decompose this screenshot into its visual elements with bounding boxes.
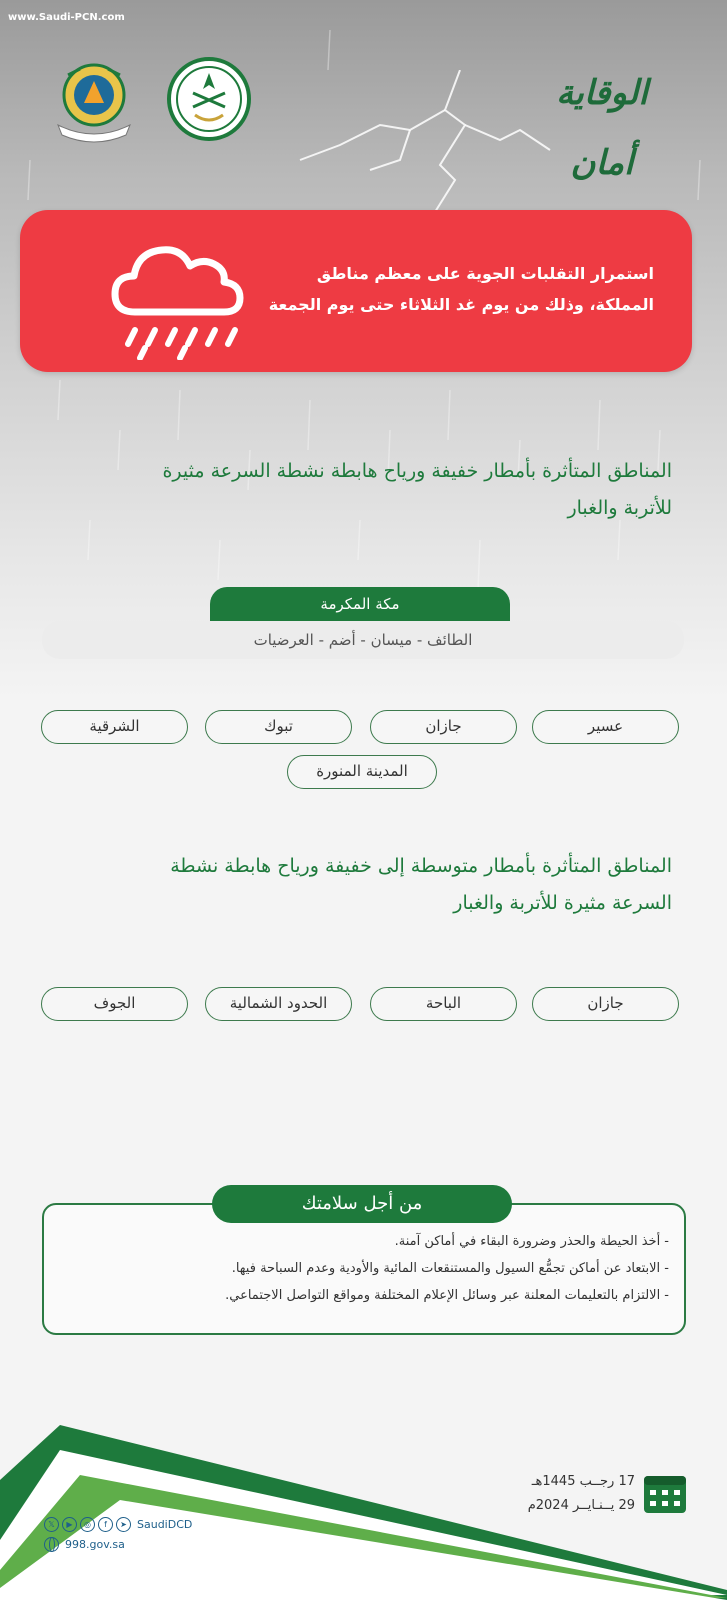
civil-defense-logo [50, 55, 138, 143]
region-pill-jouf: الجوف [41, 987, 188, 1021]
region-pill-tabuk: تبوك [205, 710, 352, 744]
region-pill-eastern: الشرقية [41, 710, 188, 744]
section-1-title-line-1: المناطق المتأثرة بأمطار خفيفة ورياح هابطة نشطة السرعة مثيرة [162, 460, 672, 482]
globe-icon [44, 1537, 59, 1552]
safety-tip: - أخذ الحيطة والحذر وضرورة البقاء في أماكن آمنة. [394, 1234, 669, 1249]
safety-tip: - الابتعاد عن أماكن تجمُّع السيول والمستنقعات المائية والأودية وعدم السباحة فيها. [231, 1261, 669, 1276]
ministry-of-interior-logo [165, 55, 253, 143]
weather-alert-banner [20, 210, 692, 372]
featured-region-areas: الطائف - ميسان - أضم - العرضيات [42, 621, 684, 659]
date-block [485, 1470, 635, 1518]
region-pill-asir: عسير [532, 710, 679, 744]
section-2-title-line-2: السرعة مثيرة للأتربة والغبار [453, 892, 672, 914]
youtube-icon[interactable]: ▶ [62, 1517, 77, 1532]
gregorian-date: 29 يــنـايــر 2024م [527, 1498, 635, 1513]
watermark: www.Saudi-PCN.com [8, 12, 125, 23]
social-handle[interactable]: SaudiDCD [137, 1517, 193, 1531]
telegram-icon[interactable]: ➤ [116, 1517, 131, 1532]
hijri-date: 17 رجــب 1445هـ [531, 1474, 635, 1489]
website-url[interactable]: 998.gov.sa [65, 1538, 125, 1551]
section-2-title [40, 848, 672, 922]
brand-logo: الوقاية أمان [556, 73, 648, 183]
section-2-title-line-1: المناطق المتأثرة بأمطار متوسطة إلى خفيفة ورياح هابطة نشطة [170, 855, 672, 877]
alert-message [234, 258, 654, 320]
facebook-icon[interactable]: f [98, 1517, 113, 1532]
region-pill-jazan: جازان [370, 710, 517, 744]
social-links [44, 1515, 192, 1533]
alert-line-2: المملكة، وذلك من يوم غد الثلاثاء حتى يوم الجمعة [268, 295, 654, 314]
website-link[interactable] [44, 1537, 125, 1552]
cloud-rain-icon [110, 230, 245, 360]
region-pill-jazan-2: جازان [532, 987, 679, 1021]
region-pill-baha: الباحة [370, 987, 517, 1021]
section-1-title-line-2: للأتربة والغبار [567, 497, 672, 519]
alert-line-1: استمرار التقلبات الجوية على معظم مناطق [316, 264, 654, 283]
region-pill-madinah: المدينة المنورة [287, 755, 437, 789]
instagram-icon[interactable]: ◎ [80, 1517, 95, 1532]
safety-tips-title: من أجل سلامتك [212, 1185, 512, 1223]
calendar-icon [643, 1472, 687, 1514]
region-pill-northern-borders: الحدود الشمالية [205, 987, 352, 1021]
x-icon[interactable]: 𝕏 [44, 1517, 59, 1532]
safety-tip: - الالتزام بالتعليمات المعلنة عبر وسائل الإعلام المختلفة ومواقع التواصل الاجتماعي. [225, 1288, 669, 1303]
safety-tips-list [69, 1228, 669, 1309]
featured-region-name: مكة المكرمة [210, 587, 510, 621]
section-1-title [40, 453, 672, 527]
